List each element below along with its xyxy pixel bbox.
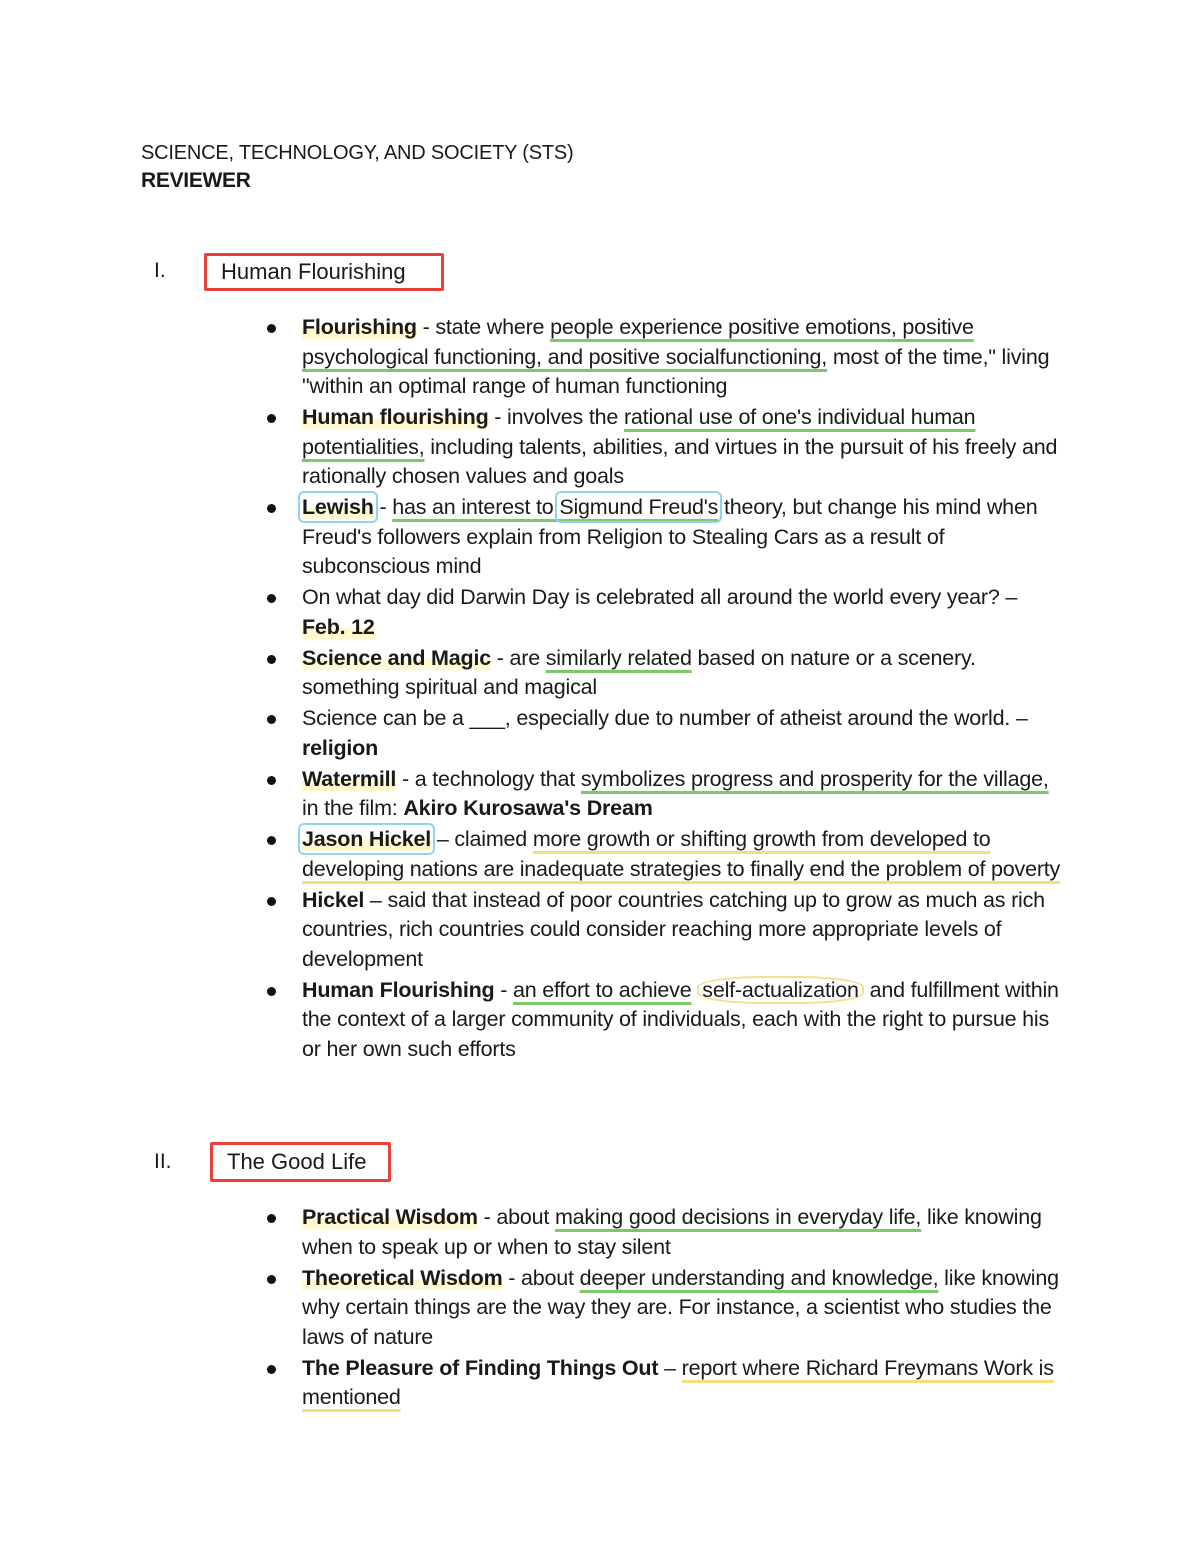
definition-text: said that instead of poor countries catching up to grow as much as rich countries, rich countries could consider reaching more appropriate levels of development xyxy=(302,887,1045,971)
answer: Feb. 12 xyxy=(302,614,375,639)
definition-text: about xyxy=(496,1205,555,1229)
separator: - xyxy=(396,766,415,791)
underlined-text: making good decisions in everyday life, xyxy=(554,1205,922,1229)
definition-text: like knowing why certain things are the way they are. For instance, a scientist who studies the laws of nature xyxy=(302,1265,1059,1349)
underlined-text: more growth or shifting growth from developed to developing nations are inadequate strategies to finally end the problem of poverty xyxy=(302,827,1061,881)
underlined-text: report where Richard Freymans Work is mentioned xyxy=(302,1355,1054,1409)
definition-text: and fulfillment within the context of a larger community of individuals, each with the right to pursue his or her own such efforts xyxy=(302,977,1059,1061)
term: Hickel xyxy=(302,887,365,912)
underlined-text: similarly related xyxy=(545,645,692,670)
list-item xyxy=(0,976,1062,1065)
separator: – xyxy=(658,1355,682,1380)
separator: - xyxy=(488,405,508,429)
term: Flourishing xyxy=(302,315,417,339)
definition-text: claimed xyxy=(454,827,533,851)
answer: religion xyxy=(302,735,379,760)
bullet-icon xyxy=(267,504,276,513)
bullet-icon xyxy=(267,324,276,333)
term: Watermill xyxy=(302,766,397,791)
separator: – xyxy=(364,887,388,912)
definition-text: state where xyxy=(435,315,551,339)
section-numeral: II. xyxy=(154,1150,172,1173)
definition-text: theory, but change his mind when Freud's followers explain from Religion to Stealing Cars as a result of subconscious mind xyxy=(302,495,1038,578)
list-item xyxy=(0,583,1062,642)
underlined-text: people experience positive emotions, positive psychological functioning, and positive socialfunctioning, xyxy=(302,315,974,369)
list-item xyxy=(0,313,1062,402)
list-item xyxy=(0,765,1062,824)
term: Practical Wisdom xyxy=(302,1205,478,1229)
definition-text: involves the xyxy=(507,405,624,429)
list-item xyxy=(0,825,1062,884)
question-text: Science can be a ___, especially due to number of atheist around the world. – xyxy=(302,706,1028,730)
underlined-text: rational use of one's individual human potentialities, xyxy=(302,405,976,459)
question-text: On what day did Darwin Day is celebrated all around the world every year? – xyxy=(302,585,1018,609)
section-heading-label: Human Flourishing xyxy=(221,259,406,284)
separator: - xyxy=(494,977,513,1002)
definition-text: including talents, abilities, and virtues in the pursuit of his freely and rationally chosen values and goals xyxy=(302,434,1058,488)
list-item xyxy=(0,704,1062,763)
list-item xyxy=(0,493,1062,582)
bullet-icon xyxy=(267,1365,276,1374)
section-heading-the-good-life xyxy=(210,1142,391,1182)
definition-text: a technology that xyxy=(414,766,581,791)
definition-text: in the film: xyxy=(302,796,404,820)
bullet-icon xyxy=(267,987,276,996)
list-item xyxy=(0,1264,1062,1353)
list-item xyxy=(0,1354,1062,1413)
separator: - xyxy=(502,1265,522,1290)
definition-text: like knowing when to speak up or when to stay silent xyxy=(302,1205,1042,1259)
bullet-icon xyxy=(267,655,276,664)
section-2-list xyxy=(0,1203,1062,1414)
section-heading-human-flourishing xyxy=(204,253,444,291)
underlined-text: an effort to achieve xyxy=(513,977,692,1002)
section-1-list xyxy=(0,313,1062,1066)
circled-term: self-actualization xyxy=(697,976,864,1004)
term: Human flourishing xyxy=(302,405,489,429)
bullet-icon xyxy=(267,897,276,906)
separator: - xyxy=(373,495,393,519)
term: Theoretical Wisdom xyxy=(302,1265,503,1290)
list-item xyxy=(0,644,1062,703)
definition-text: most of the time," living "within an optimal range of human functioning xyxy=(302,344,1050,398)
boxed-name: Sigmund Freud's xyxy=(559,495,719,519)
term: Science and Magic xyxy=(302,645,491,670)
bullet-icon xyxy=(267,776,276,785)
film-title: Akiro Kurosawa's Dream xyxy=(403,796,653,820)
bullet-icon xyxy=(267,715,276,724)
list-item xyxy=(0,1203,1062,1262)
document-subtitle: REVIEWER xyxy=(141,169,251,192)
separator: - xyxy=(490,645,510,670)
underlined-text: deeper understanding and knowledge, xyxy=(579,1265,939,1290)
list-item xyxy=(0,886,1062,975)
term: Jason Hickel xyxy=(302,827,432,851)
definition-text: are xyxy=(509,645,546,670)
bullet-icon xyxy=(267,414,276,423)
separator: - xyxy=(416,315,436,339)
term: Human Flourishing xyxy=(302,977,495,1002)
term: The Pleasure of Finding Things Out xyxy=(302,1355,659,1380)
underlined-text: symbolizes progress and prosperity for the village, xyxy=(580,766,1049,791)
section-heading-label: The Good Life xyxy=(227,1149,367,1174)
document-title: SCIENCE, TECHNOLOGY, AND SOCIETY (STS) xyxy=(141,142,574,164)
bullet-icon xyxy=(267,1275,276,1284)
section-numeral: I. xyxy=(154,259,166,282)
list-item xyxy=(0,403,1062,492)
bullet-icon xyxy=(267,594,276,603)
underlined-text: has an interest to xyxy=(392,495,560,519)
definition-text: about xyxy=(521,1265,580,1290)
term: Lewish xyxy=(302,495,374,519)
bullet-icon xyxy=(267,1214,276,1223)
definition-text: based on nature or a scenery. something spiritual and magical xyxy=(302,645,976,699)
bullet-icon xyxy=(267,836,276,845)
separator: – xyxy=(431,827,455,851)
separator: - xyxy=(477,1205,497,1229)
